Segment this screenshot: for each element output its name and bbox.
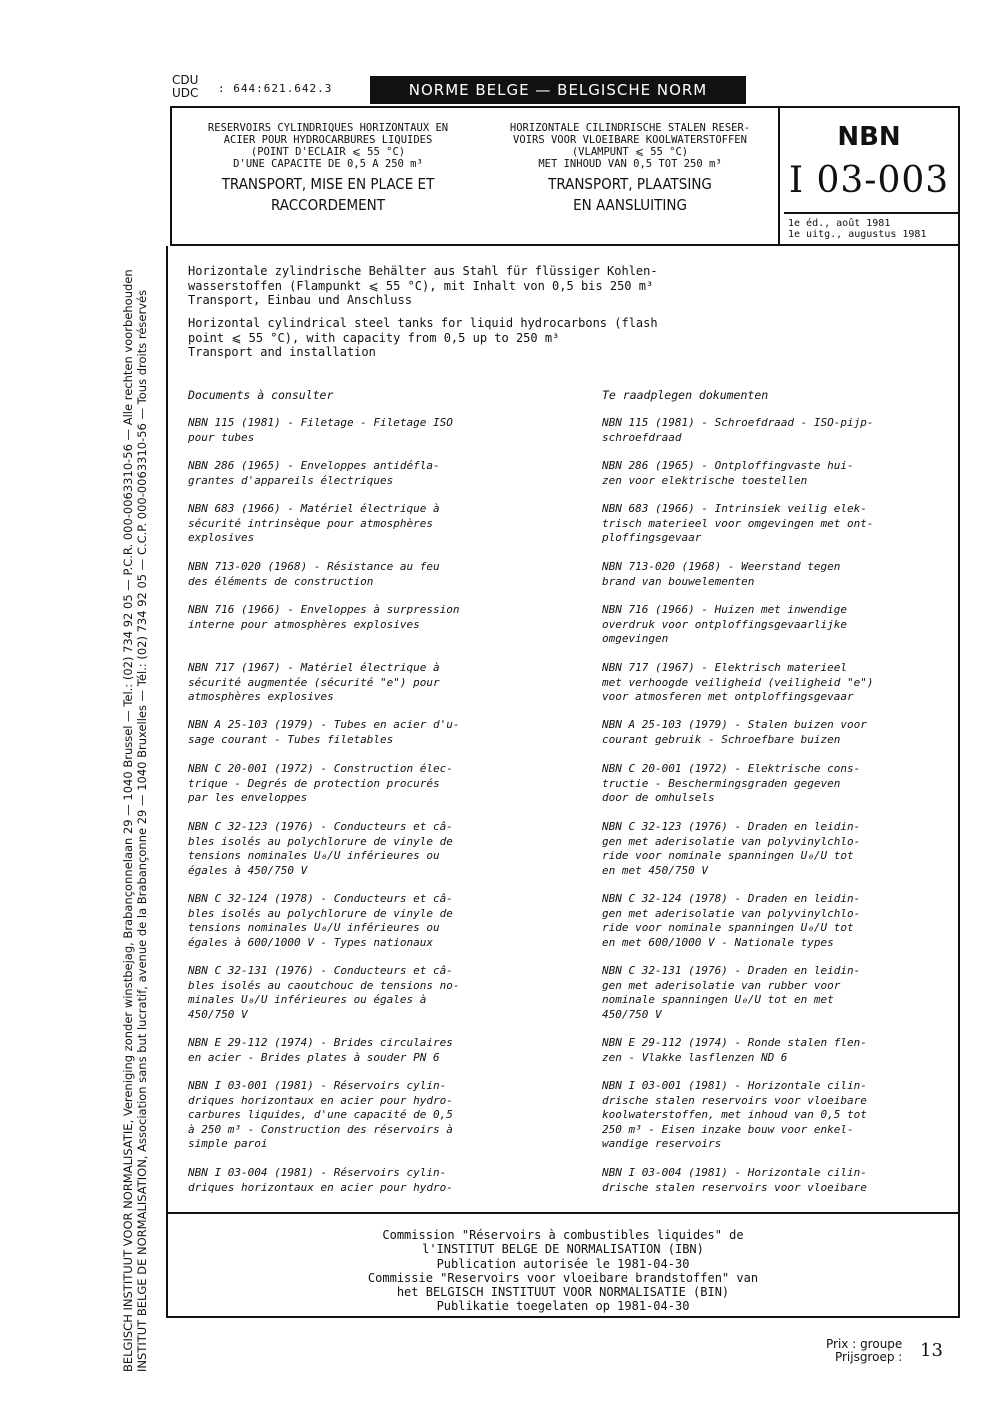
reference-fr: NBN I 03-001 (1981) - Réservoirs cylin- driques horizontaux en acier pour hydro- carbures liquides, d'une capacité de 0,5 à 250 m³ - Construction des réservoirs à simple paroi [188, 1079, 453, 1150]
reference-fr: NBN 716 (1966) - Enveloppes à surpression interne pour atmosphères explosives [188, 603, 460, 631]
reference-nl: NBN I 03-004 (1981) - Horizontale cilin- drische stalen reservoirs voor vloeibare [602, 1166, 867, 1194]
subtitle-line: wasserstoffen (Flampunkt ⩽ 55 °C), mit Inhalt von 0,5 bis 250 m³ [188, 278, 654, 293]
reference-fr: NBN C 32-124 (1978) - Conducteurs et câ- bles isolés au polychlorure de vinyle de tensions nominales U₀/U inférieures ou égales à 600/1000 V - Types nationaux [188, 892, 453, 949]
subtitle-line: Horizontal cylindrical steel tanks for liquid hydrocarbons (flash [188, 316, 658, 330]
subtitle-line: Horizontale zylindrische Behälter aus Stahl für flüssiger Kohlen- [188, 264, 658, 278]
subtitle-line: point ⩽ 55 °C), with capacity from 0,5 up to 250 m³ [188, 330, 560, 345]
subtitle-de [188, 264, 948, 308]
reference-fr: NBN 286 (1965) - Enveloppes antidéfla- grantes d'appareils électriques [188, 459, 440, 487]
title-fr-line: ACIER POUR HYDROCARBURES LIQUIDES [223, 134, 433, 146]
cdu-label-fr: CDU [172, 73, 199, 87]
reference-nl: NBN I 03-001 (1981) - Horizontale cilin- drische stalen reservoirs voor vloeibare koolwaterstoffen, met inhoud van 0,5 tot 250 m³ - Eisen inzake bouw voor enkel- wandige reservoirs [602, 1079, 867, 1150]
subtitle-line: Transport, Einbau und Anschluss [188, 293, 412, 307]
title-nl-line: VOIRS VOOR VLOEIBARE KOOLWATERSTOFFEN [513, 134, 747, 146]
reference-fr: NBN C 32-123 (1976) - Conducteurs et câ- bles isolés au polychlorure de vinyle de tensions nominales U₀/U inférieures ou égales à 450/750 V [188, 820, 453, 877]
commission-line: Publikatie toegelaten op 1981-04-30 [436, 1299, 690, 1314]
standard-id-box [780, 106, 960, 246]
commission-line: l'INSTITUT BELGE DE NORMALISATION (IBN) [422, 1242, 704, 1257]
edition-info [784, 212, 958, 246]
subtitle-line: Transport and installation [188, 345, 376, 359]
reference-nl: NBN 683 (1966) - Intrinsiek veilig elek- trisch materieel voor omgevingen met ont- ploffingsgevaar [602, 502, 874, 544]
cdu-code: : 644:621.642.3 [218, 82, 333, 95]
price-label-fr: Prix : groupe [826, 1337, 903, 1351]
reference-fr: NBN I 03-004 (1981) - Réservoirs cylin- driques horizontaux en acier pour hydro- [188, 1166, 453, 1194]
commission-box [166, 1212, 960, 1318]
reference-nl: NBN 713-020 (1968) - Weerstand tegen brand van bouwelementen [602, 560, 841, 588]
publisher-sidebar [121, 92, 149, 1372]
reference-nl: NBN 716 (1966) - Huizen met inwendige overdruk voor ontploffingsgevaarlijke omgevingen [602, 603, 848, 645]
price-group: 13 [920, 1340, 943, 1361]
reference-nl: NBN 717 (1967) - Elektrisch materieel met verhoogde veiligheid (veiligheid "e") voor atmosferen met ontploffingsgevaar [602, 661, 874, 703]
title-fr-line: (POINT D'ECLAIR ⩽ 55 °C) [250, 146, 406, 158]
commission-line: het BELGISCH INSTITUUT VOOR NORMALISATIE (BIN) [396, 1285, 730, 1300]
references-heading-nl: Te raadplegen dokumenten [602, 388, 769, 402]
reference-fr: NBN 115 (1981) - Filetage - Filetage ISO pour tubes [188, 416, 453, 444]
standard-number: I 03-003 [788, 160, 950, 201]
reference-nl: NBN A 25-103 (1979) - Stalen buizen voor courant gebruik - Schroefbare buizen [602, 718, 867, 746]
commission-line: Commissie "Reservoirs voor vloeibare brandstoffen" van [367, 1270, 759, 1285]
cdu-label [172, 74, 198, 100]
reference-nl: NBN C 32-123 (1976) - Draden en leidin- gen met aderisolatie van polyvinylchlo- ride voor nominale spanningen U₀/U tot en met 450/750 V [602, 820, 861, 877]
reference-nl: NBN C 32-131 (1976) - Draden en leidin- gen met aderisolatie van rubber voor nominale spanningen U₀/U tot en met 450/750 V [602, 964, 861, 1021]
reference-fr: NBN C 20-001 (1972) - Construction élec- trique - Degrés de protection procurés par les enveloppes [188, 762, 453, 804]
commission-line: Commission "Réservoirs à combustibles liquides" de [382, 1228, 744, 1242]
reference-fr: NBN C 32-131 (1976) - Conducteurs et câ- bles isolés au caoutchouc de tensions no- minales U₀/U inférieures ou égales à 450/750 V [188, 964, 460, 1021]
publisher-line-nl: BELGISCH INSTITUUT VOOR NORMALISATIE, Vereniging zonder winstbejag, Brabançonnelaan 29 — 1040 Brussel — Tel.: (02) 734 92 05 — P.C.R. 000-0063310-56 — Alle rechten voorbehouden [121, 269, 135, 1372]
reference-nl: NBN C 20-001 (1972) - Elektrische cons- tructie - Beschermingsgraden gegeven door de omhulsels [602, 762, 861, 804]
reference-fr: NBN 717 (1967) - Matériel électrique à sécurité augmentée (sécurité "e") pour atmosphères explosives [188, 661, 440, 703]
reference-fr: NBN 713-020 (1968) - Résistance au feu des éléments de construction [188, 560, 440, 588]
price-label [826, 1338, 902, 1364]
price-label-nl: Prijsgroep : [834, 1350, 903, 1364]
commission-line: Publication autorisée le 1981-04-30 [436, 1256, 690, 1271]
title-fr-line: D'UNE CAPACITE DE 0,5 A 250 m³ [233, 158, 423, 170]
title-fr [178, 122, 478, 216]
title-nl-line: (VLAMPUNT ⩽ 55 °C) [571, 146, 689, 158]
reference-nl: NBN 115 (1981) - Schroefdraad - ISO-pijp- schroefdraad [602, 416, 874, 444]
nbn-label: NBN [837, 122, 901, 152]
reference-fr: NBN E 29-112 (1974) - Brides circulaires en acier - Brides plates à souder PN 6 [188, 1036, 453, 1064]
reference-fr: NBN A 25-103 (1979) - Tubes en acier d'u- sage courant - Tubes filetables [188, 718, 460, 746]
title-fr-line: RESERVOIRS CYLINDRIQUES HORIZONTAUX EN [207, 122, 449, 134]
title-nl-subject: EN AANSLUITING [573, 196, 687, 214]
title-nl-subject: TRANSPORT, PLAATSING [548, 175, 712, 193]
title-nl [482, 122, 778, 216]
title-fr-subject: RACCORDEMENT [270, 196, 385, 214]
title-nl-line: HORIZONTALE CILINDRISCHE STALEN RESER- [509, 122, 751, 134]
edition-nl: 1e uitg., augustus 1981 [788, 229, 927, 240]
references-heading-fr: Documents à consulter [188, 388, 334, 402]
title-fr-subject: TRANSPORT, MISE EN PLACE ET [221, 175, 435, 193]
publisher-line-fr: INSTITUT BELGE DE NORMALISATION, Association sans but lucratif, avenue de la Brabançonne 29 — 1040 Bruxelles — Tél.: (02) 734 92 05 — C.C.P. 000-0063310-56 — Tous droits réservés [135, 289, 149, 1372]
subtitle-en [188, 316, 948, 360]
reference-fr: NBN 683 (1966) - Matériel électrique à sécurité intrinsèque pour atmosphères explosives [188, 502, 440, 544]
reference-nl: NBN C 32-124 (1978) - Draden en leidin- gen met aderisolatie van polyvinylchlo- ride voor nominale spanningen U₀/U tot en met 600/1000 V - Nationale types [602, 892, 861, 949]
cdu-label-udc: UDC [172, 86, 199, 100]
reference-nl: NBN E 29-112 (1974) - Ronde stalen flen- zen - Vlakke lasflenzen ND 6 [602, 1036, 867, 1064]
edition-fr: 1e éd., août 1981 [788, 218, 891, 229]
norm-banner: NORME BELGE — BELGISCHE NORM [370, 76, 746, 104]
title-box [170, 106, 780, 246]
reference-nl: NBN 286 (1965) - Ontploffingvaste hui- zen voor elektrische toestellen [602, 459, 854, 487]
commission-text [168, 1214, 958, 1314]
title-nl-line: MET INHOUD VAN 0,5 TOT 250 m³ [538, 158, 722, 170]
